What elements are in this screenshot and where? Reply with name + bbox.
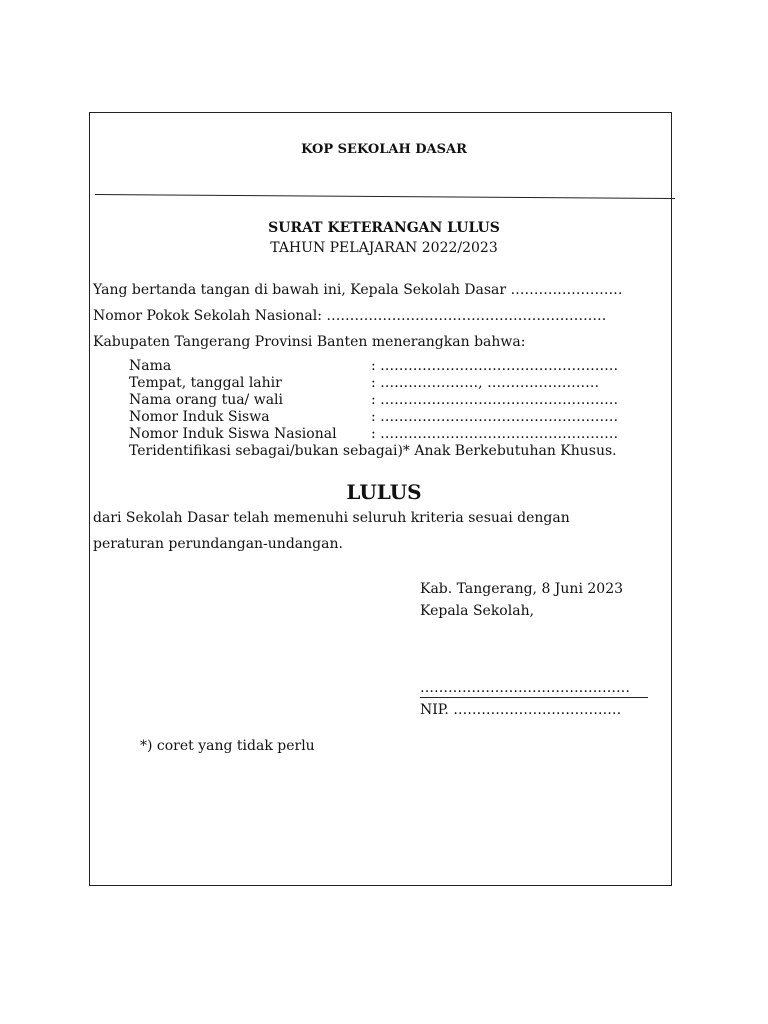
field-label-nisn: Nomor Induk Siswa Nasional <box>129 426 337 442</box>
field-label-parent: Nama orang tua/ wali <box>129 392 284 408</box>
identification-line: Teridentifikasi sebagai/bukan sebagai)* Anak Berkebutuhan Khusus. <box>129 443 617 459</box>
academic-year: TAHUN PELAJARAN 2022/2023 <box>270 240 498 256</box>
intro-line-region: Kabupaten Tangerang Provinsi Banten menerangkan bahwa: <box>93 334 526 350</box>
field-value-nisn: : …………………………………………… <box>371 426 619 442</box>
footnote: *) coret yang tidak perlu <box>140 738 315 754</box>
description-line-1: dari Sekolah Dasar telah memenuhi seluruh kriteria sesuai dengan <box>93 510 570 526</box>
intro-line-npsn: Nomor Pokok Sekolah Nasional: …………………………………………………… <box>93 308 607 324</box>
intro-line-principal: Yang bertanda tangan di bawah ini, Kepala Sekolah Dasar …………………… <box>93 282 623 298</box>
field-value-nis: : …………………………………………… <box>371 409 619 425</box>
place-date: Kab. Tangerang, 8 Juni 2023 <box>420 581 624 597</box>
signature-underline <box>420 697 648 698</box>
school-letterhead: KOP SEKOLAH DASAR <box>301 142 467 157</box>
description-line-2: peraturan perundangan-undangan. <box>93 536 343 552</box>
signatory-nip: NIP. ……………………………… <box>420 702 622 718</box>
signature-name-placeholder: ……………………………………… <box>420 680 630 696</box>
graduation-status: LULUS <box>346 480 422 504</box>
field-value-name: : …………………………………………… <box>371 358 619 374</box>
document-title: SURAT KETERANGAN LULUS <box>268 220 500 236</box>
field-label-name: Nama <box>129 358 172 374</box>
signatory-role: Kepala Sekolah, <box>420 603 535 619</box>
field-value-birth: : …………………, …………………… <box>371 375 600 391</box>
field-label-birth: Tempat, tanggal lahir <box>129 375 282 391</box>
field-label-nis: Nomor Induk Siswa <box>129 409 270 425</box>
field-value-parent: : …………………………………………… <box>371 392 619 408</box>
